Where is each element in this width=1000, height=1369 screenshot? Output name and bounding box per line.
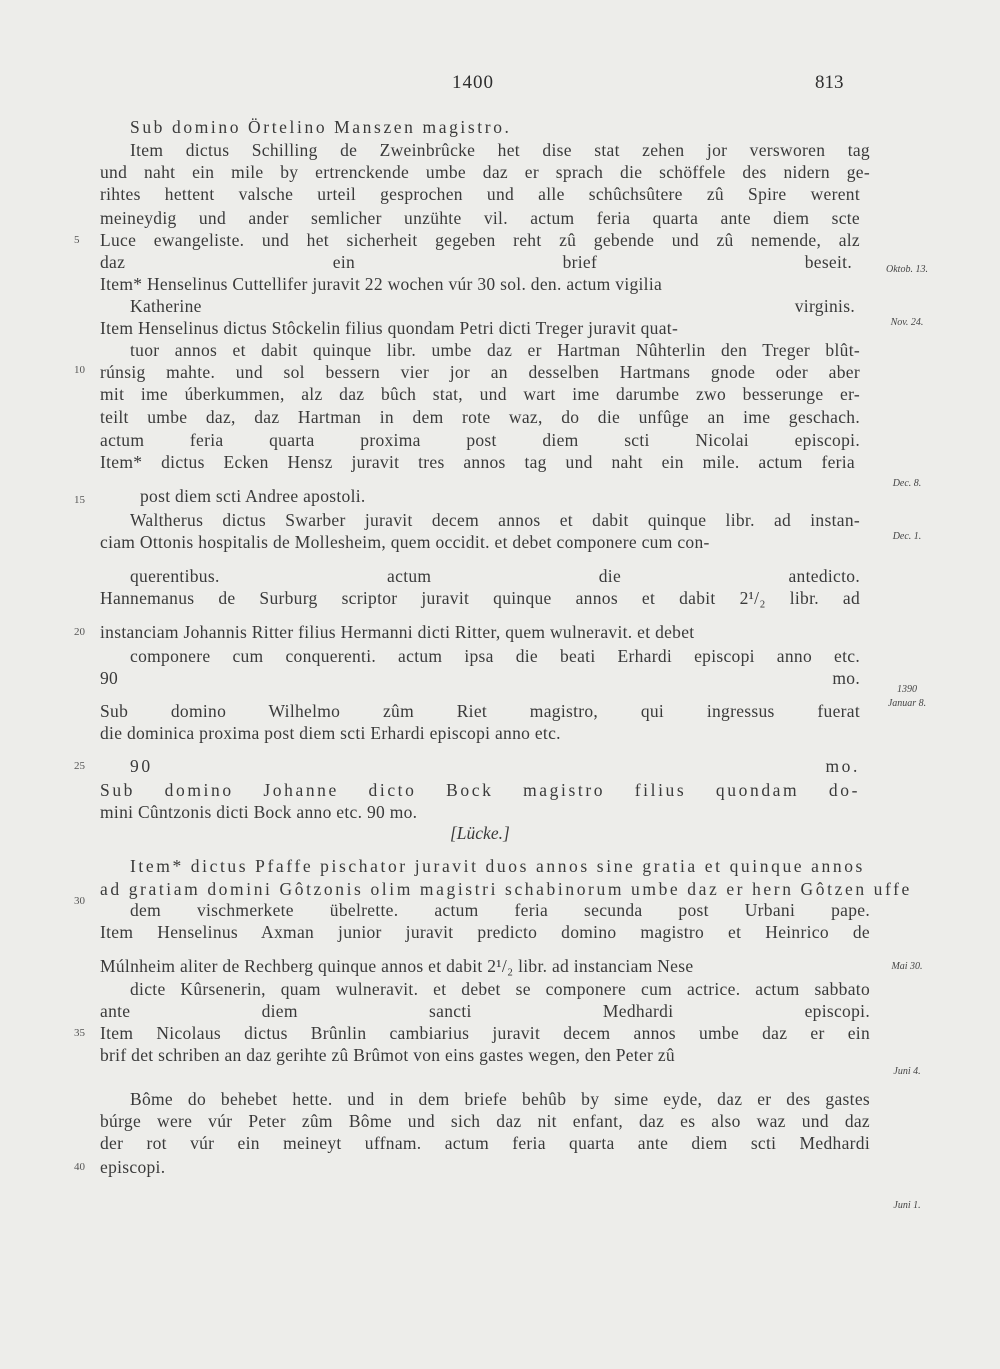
text-line: post diem scti Andree apostoli. xyxy=(140,486,366,506)
text-line: Sub domino Örtelino Manszen magistro. xyxy=(130,117,512,137)
margin-date: Oktob. 13. xyxy=(886,264,928,275)
line-number: 20 xyxy=(74,626,85,638)
line-number: 35 xyxy=(74,1027,85,1039)
line-number: 15 xyxy=(74,494,85,506)
text-line: Múlnheim aliter de Rechberg quinque annos et dabit 2¹/₂ libr. ad instanciam Nese xyxy=(100,956,694,976)
text-line: Item Henselinus Axman junior juravit predicto domino magistro et Heinrico de xyxy=(100,922,870,942)
margin-year: 1390 xyxy=(897,684,917,695)
text-line: Sub domino Johanne dicto Bock magistro filius quondam do- xyxy=(100,780,860,800)
text-line: Hannemanus de Surburg scriptor juravit quinque annos et dabit 2¹/₂ libr. ad xyxy=(100,588,860,608)
text-line: Waltherus dictus Swarber juravit decem annos et dabit quinque libr. ad instan- xyxy=(130,510,860,530)
page-year-heading: 1400 xyxy=(452,72,494,93)
text-line: Item Henselinus dictus Stôckelin filius quondam Petri dicti Treger juravit quat- xyxy=(100,318,679,338)
text-line: teilt umbe daz, daz Hartman in dem rote waz, do die unfûge an ime geschach. xyxy=(100,407,860,427)
text-line: Bôme do behebet hette. und in dem briefe behûb by sime eyde, daz er des gastes xyxy=(130,1089,870,1109)
text-line: dicte Kûrsenerin, quam wulneravit. et debet se componere cum actrice. actum sabbato xyxy=(130,979,870,999)
text-line: Luce ewangeliste. und het sicherheit gegeben reht zû gebende und zû nemende, alz xyxy=(100,230,860,250)
text-line: 90 mo. xyxy=(100,668,860,688)
line-number: 30 xyxy=(74,895,85,907)
text-line: Item* dictus Pfaffe pischator juravit duos annos sine gratia et quinque annos xyxy=(130,856,865,876)
text-line: Item dictus Schilling de Zweinbrûcke het dise stat zehen jor versworen tag xyxy=(130,140,870,160)
text-line: episcopi. xyxy=(100,1157,166,1177)
margin-date: Juni 1. xyxy=(893,1200,921,1211)
line-number: 10 xyxy=(74,364,85,376)
margin-date: Mai 30. xyxy=(891,961,923,972)
margin-date: Juni 4. xyxy=(893,1066,921,1077)
text-line: tuor annos et dabit quinque libr. umbe daz er Hartman Nûhterlin den Treger blût- xyxy=(130,340,860,360)
text-line: mit ime úberkummen, alz daz bûch stat, und wart ime darumbe zwo besserunge er- xyxy=(100,384,860,404)
text-line: componere cum conquerenti. actum ipsa die beati Erhardi episcopi anno etc. xyxy=(130,646,860,666)
text-line: Katherine virginis. xyxy=(130,296,855,316)
text-line: Item* Henselinus Cuttellifer juravit 22 wochen vúr 30 sol. den. actum vigilia xyxy=(100,274,663,294)
line-number: 5 xyxy=(74,234,80,246)
margin-date: Januar 8. xyxy=(887,698,927,709)
page-number: 813 xyxy=(815,72,844,93)
text-line: die dominica proxima post diem scti Erhardi episcopi anno etc. xyxy=(100,723,561,743)
text-line: der rot vúr ein meineyt uffnam. actum feria quarta ante diem scti Medhardi xyxy=(100,1133,870,1153)
text-line: brif det schriben an daz gerihte zû Brûmot von eins gastes wegen, den Peter zû xyxy=(100,1045,675,1065)
lacuna-note: [Lücke.] xyxy=(450,823,510,843)
text-line: meineydig und ander semlicher unzühte vil. actum feria quarta ante diem scte xyxy=(100,208,860,228)
margin-date: Dec. 1. xyxy=(892,531,922,542)
text-line: Sub domino Wilhelmo zûm Riet magistro, qui ingressus fuerat xyxy=(100,701,860,721)
text-line: rihtes hettent valsche urteil gesprochen und alle schûchsûtere zû Spire werent xyxy=(100,184,860,204)
text-line: ciam Ottonis hospitalis de Mollesheim, quem occidit. et debet componere cum con- xyxy=(100,532,710,552)
text-line: ante diem sancti Medhardi episcopi. xyxy=(100,1001,870,1021)
margin-date: Dec. 8. xyxy=(892,478,922,489)
text-line: querentibus. actum die antedicto. xyxy=(130,566,860,586)
text-line: actum feria quarta proxima post diem scti Nicolai episcopi. xyxy=(100,430,860,450)
text-line: ad gratiam domini Gôtzonis olim magistri schabinorum umbe daz er hern Gôtzen uffe xyxy=(100,879,912,899)
text-line: Item Nicolaus dictus Brûnlin cambiarius juravit decem annos umbe daz er ein xyxy=(100,1023,870,1043)
text-line: instanciam Johannis Ritter filius Hermanni dicti Ritter, quem wulneravit. et debet xyxy=(100,622,695,642)
text-line: rúnsig mahte. und sol bessern vier jor an desselben Hartmans gnode oder aber xyxy=(100,362,860,382)
text-line: búrge were vúr Peter zûm Bôme und sich daz nit enfant, daz es also waz und daz xyxy=(100,1111,870,1131)
text-line: mini Cûntzonis dicti Bock anno etc. 90 mo. xyxy=(100,802,418,822)
line-number: 40 xyxy=(74,1161,85,1173)
text-line: und naht ein mile by ertrenckende umbe daz er sprach die schöffele des nidern ge- xyxy=(100,162,870,182)
text-line: 90 mo. xyxy=(130,756,860,776)
text-line: Item* dictus Ecken Hensz juravit tres annos tag und naht ein mile. actum feria xyxy=(100,452,855,472)
margin-date: Nov. 24. xyxy=(890,317,924,328)
text-line: dem vischmerkete übelrette. actum feria secunda post Urbani pape. xyxy=(130,900,870,920)
line-number: 25 xyxy=(74,760,85,772)
text-line: daz ein brief beseit. xyxy=(100,252,852,272)
